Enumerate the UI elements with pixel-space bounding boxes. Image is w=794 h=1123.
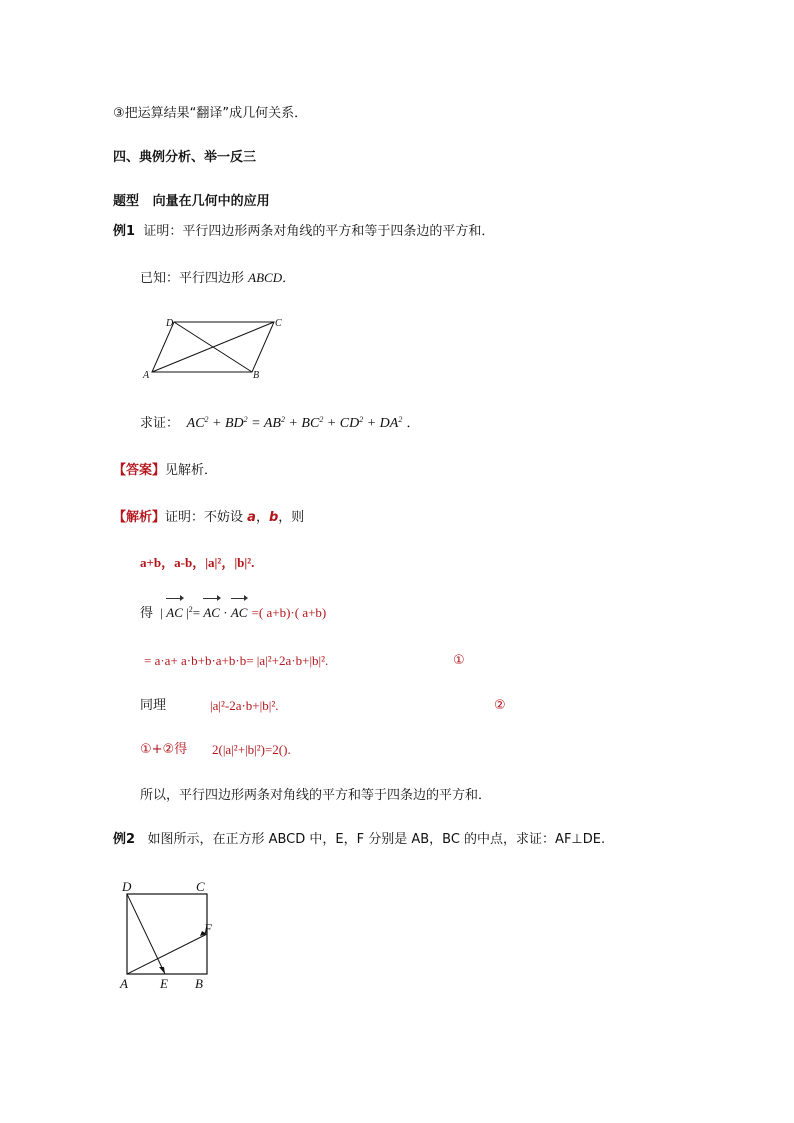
similarly-expr: |a|²-2a·b+|b|². [210, 698, 279, 713]
example2-label: 例2 [113, 832, 136, 847]
given-line [140, 270, 295, 287]
prove-line [140, 416, 419, 432]
given-prefix: 已知：平行四边形 [140, 271, 249, 286]
sq-label-a: A [120, 976, 128, 991]
sq-label-f: F [204, 921, 212, 936]
magnitude-line [140, 605, 326, 622]
analysis-text: 证明：不妨设 [165, 510, 248, 525]
conclusion-line: 所以，平行四边形两条对角线的平方和等于四条边的平方和． [140, 788, 492, 803]
similarly-label: 同理 [140, 698, 167, 713]
analysis-tag: 【解析】 [113, 510, 166, 525]
prove-prefix: 求证： [140, 416, 180, 431]
sq-label-e: E [160, 976, 168, 991]
prove-tail: ． [406, 416, 420, 431]
given-suffix: ． [282, 271, 296, 286]
magnitude-expr: | AC $|^2=$ AC · AC [157, 605, 247, 620]
prove-equation: $AC^2 + BD^2 = AB^2 + BC^2 + CD^2 + DA^2$ [183, 415, 403, 431]
mark-2: ② [494, 698, 506, 713]
example1-statement [113, 224, 494, 240]
answer-text: 见解析． [165, 463, 218, 478]
example2-text: 如图所示，在正方形 ABCD 中，E，F 分别是 AB，BC 的中点，求证：AF⊥DE. [147, 832, 606, 847]
square-figure [116, 876, 226, 994]
answer-tag: 【答案】 [113, 463, 166, 478]
analysis-comma: ， [255, 510, 269, 525]
de-label: 得 [140, 606, 154, 621]
example1-label: 例1 [113, 224, 136, 239]
type-heading [113, 194, 270, 210]
sq-label-c: C [196, 879, 205, 894]
parallelogram-figure [138, 312, 288, 384]
sq-label-d: D [122, 879, 132, 894]
type-heading-text: 向量在几何中的应用 [152, 194, 270, 209]
section-heading: 四、典例分析、举一反三 [113, 150, 257, 165]
intro-step-3: ③把运算结果“翻译”成几何关系． [113, 106, 308, 121]
vector-list-line: a+b，a-b，|a|²，|b|². [140, 555, 255, 570]
vertex-label-b: B [253, 370, 260, 381]
given-name: ABCD [248, 270, 283, 285]
vector-b: b [268, 510, 279, 525]
mark-1: ① [453, 653, 465, 668]
sq-label-b: B [195, 976, 203, 991]
vertex-label-a: A [143, 370, 150, 381]
answer-line [113, 463, 217, 479]
vertex-label-d: D [166, 318, 174, 329]
type-heading-label: 题型 [113, 194, 140, 209]
expansion-line: = a·a+ a·b+b·a+b·b= |a|²+2a·b+|b|². [144, 653, 329, 668]
sum-expr: 2(|a|²+|b|²)=2(). [212, 742, 291, 757]
vertex-label-c: C [275, 318, 282, 329]
example2-statement [113, 832, 605, 848]
analysis-then: ，则 [278, 510, 305, 525]
vector-a: a [247, 510, 256, 525]
sum-label: ①+②得 [140, 742, 188, 757]
dot-symbol: · [223, 605, 228, 620]
example1-text: 证明：平行四边形两条对角线的平方和等于四条边的平方和． [143, 224, 495, 239]
magnitude-rhs: =( a+b)·( a+b) [251, 605, 327, 620]
analysis-line [113, 510, 304, 526]
